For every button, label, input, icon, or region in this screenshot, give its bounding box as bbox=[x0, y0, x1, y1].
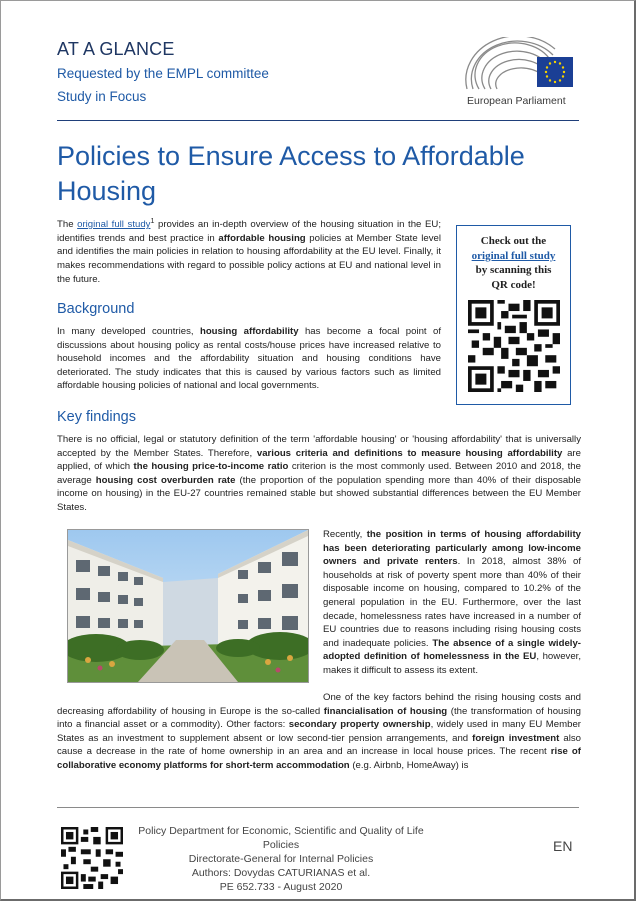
qr-callout-box bbox=[456, 225, 571, 405]
header-at-a-glance: AT A GLANCE bbox=[57, 39, 175, 59]
key-findings-heading: Key findings bbox=[57, 409, 136, 425]
header-divider bbox=[57, 120, 579, 121]
housing-photo-image bbox=[68, 530, 308, 682]
housing-photo bbox=[67, 529, 309, 683]
footer-qr-code-icon bbox=[61, 827, 123, 889]
qr-callout-text: Check out the original full study by scanning this QR code! bbox=[471, 235, 556, 291]
original-study-link[interactable]: original full study bbox=[77, 219, 151, 231]
footer-department: Policy Department for Economic, Scientific and Quality of Life Policies bbox=[138, 825, 424, 851]
intro-paragraph: The original full study$^1$ provides an in-depth overview of the housing situation in the EU; identifies trends and best practice in affordable housing policies at Member State level and identifies the main policies in relation to housing affordability at the EU level. Finally, it makes recommendations with regard to possible policy actions at EU and national level in the future. bbox=[57, 218, 442, 285]
key-findings-paragraph-2: Recently, the position in terms of housing affordability has been deteriorating particularly among low-income owners and private renters. In 2018, almost 38% of households at risk of poverty spent more than 40% of their disposable income on housing, compared to 10.2% of the general population in the EU. Furthermore, over the last decade, homelessness rates have increased in a number of EU countries due to reasons including rising housing costs and inadequate policies. The absence of a single widely-adopted definition of homelessness in the EU, however, makes it difficult to assess its extent. bbox=[323, 529, 581, 676]
european-parliament-label: European Parliament bbox=[467, 95, 566, 107]
footer-divider bbox=[57, 807, 579, 808]
footer-directorate: Directorate-General for Internal Policies bbox=[188, 853, 374, 865]
background-paragraph: In many developed countries, housing affordability has become a focal point of discussions about housing policy as rental costs/house prices have increased relative to household incomes and the affordability situation and housing conditions have deteriorated. The study indicates that this is caused by various factors such as limited affordable housing policies of national and local governments. bbox=[57, 326, 441, 392]
header-study-in-focus: Study in Focus bbox=[57, 89, 147, 104]
background-heading: Background bbox=[57, 301, 135, 317]
footer-info bbox=[131, 824, 431, 894]
footer-authors: Authors: Dovydas CATURIANAS et al. bbox=[191, 867, 371, 879]
footer-reference: PE 652.733 - August 2020 bbox=[219, 881, 343, 893]
key-findings-paragraph-3: One of the key factors behind the rising housing costs and decreasing affordability of housing in Europe is the so-called financialisation of housing (the transformation of housing into a financial asset or a commodity). Other factors: secondary property ownership, widely used in many EU Member States as an investment to supplement absent or low second-tier pension arrangements, and foreign investment also cause a decrease in the rate of home ownership in an area and an increase in local house prices. The recent rise of collaborative economy platforms for short-term accommodation (e.g. Airbnb, HomeAway) is bbox=[57, 692, 581, 771]
language-code: EN bbox=[553, 838, 573, 854]
qr-code-icon bbox=[468, 300, 560, 392]
page-title: Policies to Ensure Access to Affordable Housing bbox=[57, 141, 525, 206]
footnote-marker: 1 bbox=[150, 218, 155, 225]
qr-callout-study-link[interactable]: original full study bbox=[471, 249, 556, 262]
key-findings-paragraph-1: There is no official, legal or statutory definition of the term 'affordable housing' or 'housing affordability' that is universally accepted by the Member States. Therefore, various criteria and definitions to measure housing affordability are applied, of which the housing price-to-income ratio criterion is the most commonly used. Between 2010 and 2018, the average housing cost overburden rate (the proportion of the population spending more than 40% of their disposable income on housing) in the EU-27 countries remained stable but showed substantial differences between the EU Member States. bbox=[57, 434, 581, 513]
header-requested-by: Requested by the EMPL committee bbox=[57, 66, 269, 81]
